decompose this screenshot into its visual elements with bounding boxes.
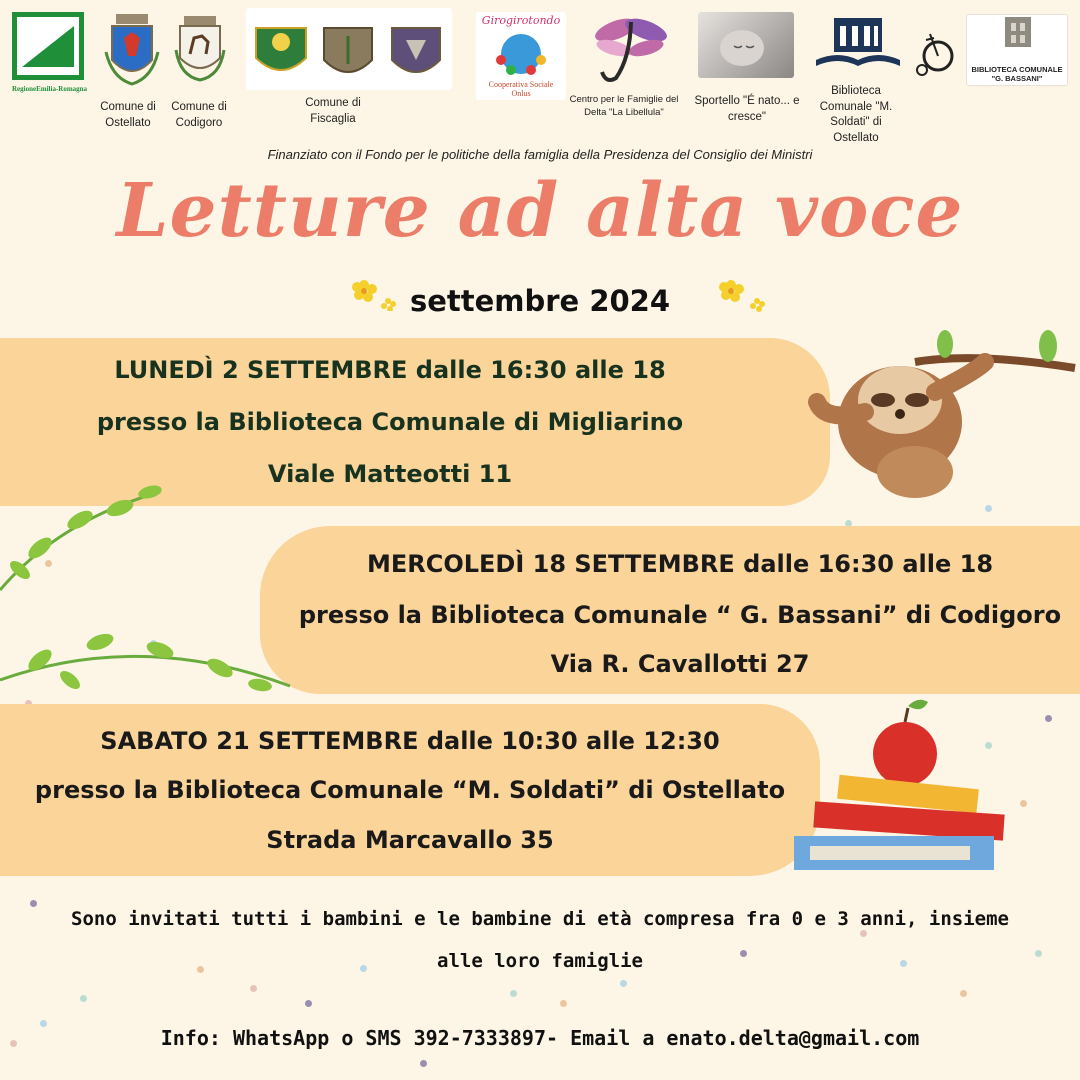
event-date: SABATO 21 SETTEMBRE dalle 10:30 alle 12:30: [100, 727, 720, 755]
event-address: Strada Marcavallo 35: [266, 826, 554, 854]
library-building-icon: [967, 15, 1067, 55]
vine-decoration-icon: [0, 480, 300, 720]
bicycle-icon: [912, 26, 956, 78]
logo-caption-fiscaglia: Comune di Fiscaglia: [305, 97, 361, 125]
contact-info: Info: WhatsApp o SMS 392-7333897- Email a enato.delta@gmail.com: [160, 1026, 920, 1050]
books-apple-icon: [790, 696, 1010, 886]
page-title: Letture ad alta voce: [116, 168, 964, 254]
bassani-library-logo: [966, 14, 1068, 86]
event-place: presso la Biblioteca Comunale “M. Soldati” di Ostellato: [34, 776, 786, 804]
girogirotondo-name: Girogirotondo: [481, 14, 561, 27]
logo-caption-libellula: Centro per le Famiglie del Delta "La Libellula": [569, 94, 679, 118]
event-address: Via R. Cavallotti 27: [550, 650, 810, 678]
region-logo-icon: [12, 12, 84, 80]
logo-caption-codigoro: Comune di Codigoro: [171, 101, 227, 129]
baby-photo: [698, 12, 794, 78]
dragonfly-icon: [586, 8, 674, 88]
girogirotondo-subtitle: Cooperativa Sociale Onlus: [488, 80, 554, 98]
event-date: MERCOLEDÌ 18 SETTEMBRE dalle 16:30 alle 18: [366, 550, 994, 578]
logo-caption-ostellato: Comune di Ostellato: [100, 101, 156, 129]
bassani-label-name: "G. BASSANI": [991, 74, 1043, 83]
regione-logo: [12, 12, 88, 94]
baby-photo-icon: [698, 12, 794, 78]
invitation-text: [20, 898, 1060, 982]
coat-of-arms-icon: [102, 12, 162, 88]
coat-of-arms-icon: [172, 14, 228, 84]
logo-caption-sportello: Sportello "É nato... e cresce": [694, 95, 800, 123]
event-place: presso la Biblioteca Comunale “ G. Bassani” di Codigoro: [298, 601, 1062, 629]
girogirotondo-logo: [476, 12, 566, 100]
bassani-label: BIBLIOTECA COMUNALE: [971, 65, 1063, 74]
funding-note: Finanziato con il Fondo per le politiche della famiglia della Presidenza del Consiglio dei Ministri: [267, 147, 813, 162]
coat-of-arms-icon: [246, 8, 452, 90]
sloth-icon: [805, 322, 1080, 507]
event-address: Viale Matteotti 11: [267, 460, 513, 488]
invitation-line: Sono invitati tutti i bambini e le bambine di età compresa fra 0 e 3 anni, insieme: [71, 908, 1009, 930]
library-book-icon: [812, 14, 904, 76]
page-subtitle: settembre 2024: [409, 284, 671, 318]
logo-caption-soldati: Biblioteca Comunale "M. Soldati" di Ostellato: [819, 85, 893, 144]
invitation-line: alle loro famiglie: [437, 950, 643, 972]
fiscaglia-crests: [246, 8, 452, 90]
region-label: RegioneEmilia-Romagna: [12, 85, 88, 93]
event-date: LUNEDÌ 2 SETTEMBRE dalle 16:30 alle 18: [114, 356, 666, 384]
event-place: presso la Biblioteca Comunale di Migliarino: [96, 408, 684, 436]
